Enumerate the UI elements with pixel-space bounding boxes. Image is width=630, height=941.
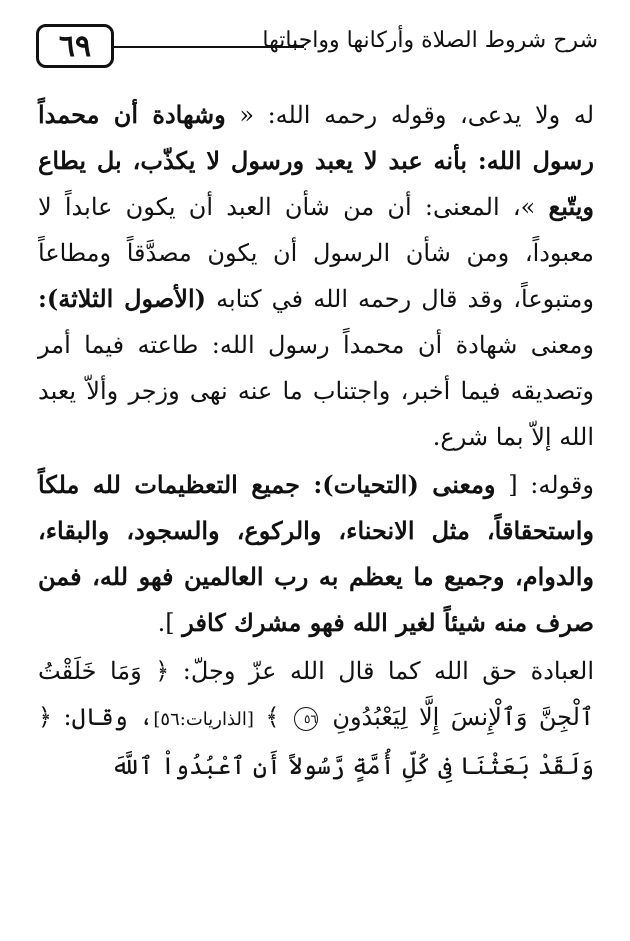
text-segment: له ولا يدعى، وقوله رحمه الله: « <box>225 101 595 129</box>
page-header <box>36 18 598 76</box>
quran-verse-segment: ، وقال: ﴿ وَلَقَدْ بَعَثْنَا فِى كُلِّ أُمَّةٍ رَّسُولاً أَنِ ٱعْبُدُواْ ٱللَّهَ <box>38 703 594 780</box>
book-title-segment: (الأصول الثلاثة): <box>38 284 207 313</box>
ayah-number-marker: ٥٦ <box>294 707 318 731</box>
page-number: ٦٩ <box>36 24 114 68</box>
paragraph-1 <box>38 92 594 460</box>
text-segment: ومعنى شهادة أن محمداً رسول الله: طاعته فيما أمر وتصديقه فيما أخبر، واجتناب ما عنه نهى وزجر وألاّ يعبد الله إلاّ بما شرع. <box>38 331 594 451</box>
text-segment: ]. <box>157 609 183 637</box>
bold-quote-segment: وشهادة أن محمداً رسول الله: بأنه عبد لا يعبد ورسول لا يكذّب، بل يطاع ويتّبع <box>38 100 594 221</box>
text-segment: »، المعنى: أن من شأن العبد أن يكون عابداً لا معبوداً، ومن شأن الرسول أن يكون مصدَّقاً ومطاعاً ومتبوعاً، وقد قال رحمه الله في كتابه <box>38 193 594 313</box>
paragraph-2 <box>38 462 594 646</box>
paragraph-3 <box>38 648 594 789</box>
verse-reference: [الذاريات:٥٦] <box>153 709 254 730</box>
text-segment: وقوله: [ <box>495 471 594 499</box>
body-text <box>38 92 594 789</box>
text-segment: ﴾ <box>253 703 291 731</box>
running-title: شرح شروط الصلاة وأركانها وواجباتها <box>262 28 598 53</box>
bold-quote-segment: ومعنى (التحيات): جميع التعظيمات لله ملكاً واستحقاقاً، مثل الانحناء، والركوع، والسجود، والبقاء، والدوام، وجميع ما يعظم به رب العالمين فهو لله، فمن صرف منه شيئاً لغير الله فهو مشرك كافر <box>38 470 594 637</box>
quran-verse-segment: العبادة حق الله كما قال الله عزّ وجلّ: ﴿ وَمَا خَلَقْتُ ٱلْجِنَّ وَٱلْإِنسَ إِلَّا لِيَعْبُدُونِ <box>38 657 595 731</box>
